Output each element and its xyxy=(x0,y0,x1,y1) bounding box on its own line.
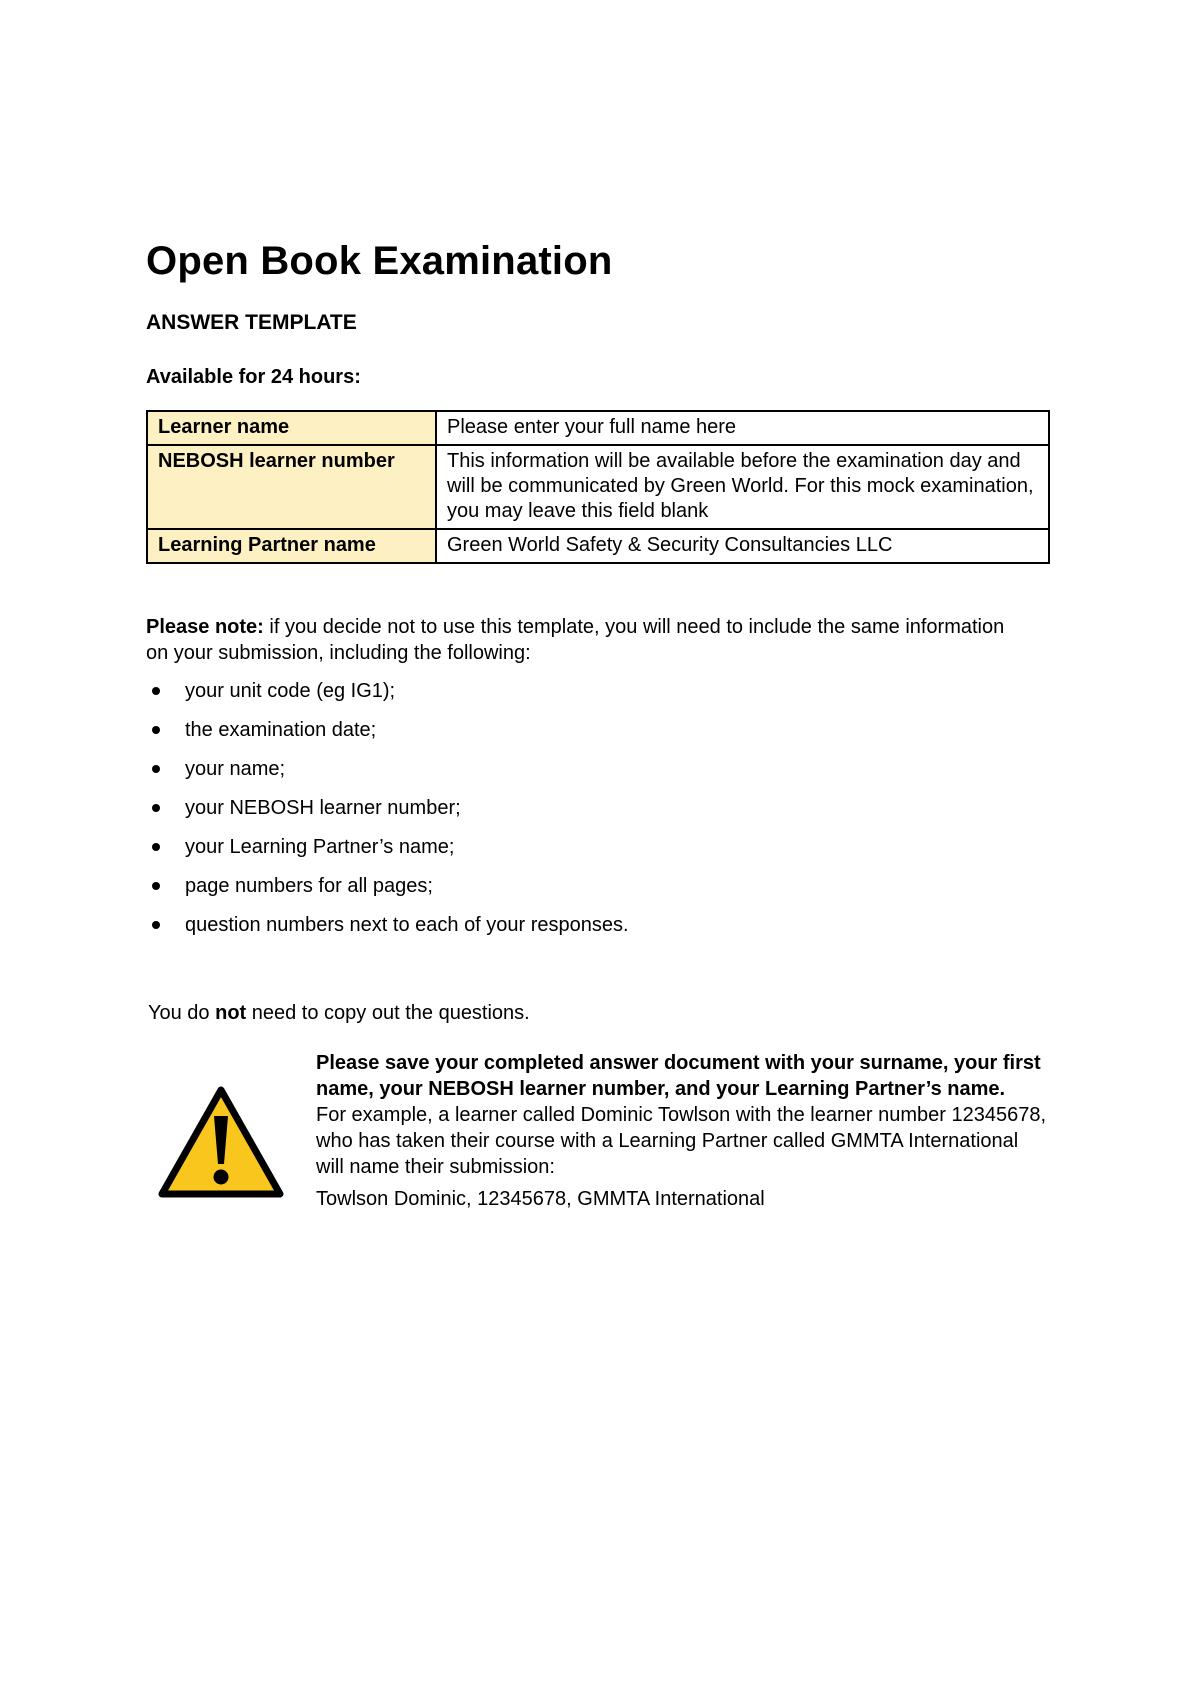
learner-name-label: Learner name xyxy=(147,411,436,445)
no-copy-note: You do not need to copy out the questions. xyxy=(148,1002,530,1024)
no-copy-emphasis: not xyxy=(215,1002,247,1024)
bullet-icon xyxy=(152,726,160,734)
learner-name-value[interactable]: Please enter your full name here xyxy=(436,411,1049,445)
learner-number-value[interactable]: This information will be available before the examination day and will be communicated by Green World. For this mock examination, you may leave this field blank xyxy=(436,445,1049,529)
list-item: the examination date; xyxy=(146,717,1050,743)
list-item: question numbers next to each of your responses. xyxy=(146,912,1050,938)
save-instructions-text xyxy=(316,1050,1050,1212)
bullet-icon xyxy=(152,765,160,773)
table-row xyxy=(147,445,1049,529)
document-page xyxy=(146,236,1050,1250)
bullet-icon xyxy=(152,687,160,695)
bullet-icon xyxy=(152,843,160,851)
list-item: page numbers for all pages; xyxy=(146,873,1050,899)
warning-triangle-icon xyxy=(156,1084,286,1202)
list-item: your Learning Partner’s name; xyxy=(146,834,1050,860)
example-filename: Towlson Dominic, 12345678, GMMTA International xyxy=(316,1188,765,1210)
page-subtitle: ANSWER TEMPLATE xyxy=(146,311,357,334)
page-title: Open Book Examination xyxy=(146,239,613,283)
learning-partner-value[interactable]: Green World Safety & Security Consultancies LLC xyxy=(436,529,1049,563)
list-item: your name; xyxy=(146,756,1050,782)
save-example-text: For example, a learner called Dominic Towlson with the learner number 12345678, who has taken their course with a Learning Partner called GMMTA International will name their submission: xyxy=(316,1104,1047,1178)
requirements-list xyxy=(146,678,1050,938)
list-item: your unit code (eg IG1); xyxy=(146,678,1050,704)
bullet-icon xyxy=(152,882,160,890)
please-note-lead: Please note: xyxy=(146,616,264,638)
table-row xyxy=(147,411,1049,445)
save-instructions xyxy=(146,1050,1050,1250)
learner-info-table xyxy=(146,410,1050,564)
please-note-paragraph xyxy=(146,614,1026,666)
please-note-text: if you decide not to use this template, you will need to include the same information on your submission, including the following: xyxy=(146,616,1005,664)
bullet-icon xyxy=(152,804,160,812)
bullet-icon xyxy=(152,921,160,929)
availability-text: Available for 24 hours: xyxy=(146,366,361,388)
table-row xyxy=(147,529,1049,563)
save-instructions-bold: Please save your completed answer document with your surname, your first name, your NEBOSH learner number, and your Learning Partner’s name. xyxy=(316,1052,1041,1100)
list-item: your NEBOSH learner number; xyxy=(146,795,1050,821)
learning-partner-label: Learning Partner name xyxy=(147,529,436,563)
learner-number-label: NEBOSH learner number xyxy=(147,445,436,529)
